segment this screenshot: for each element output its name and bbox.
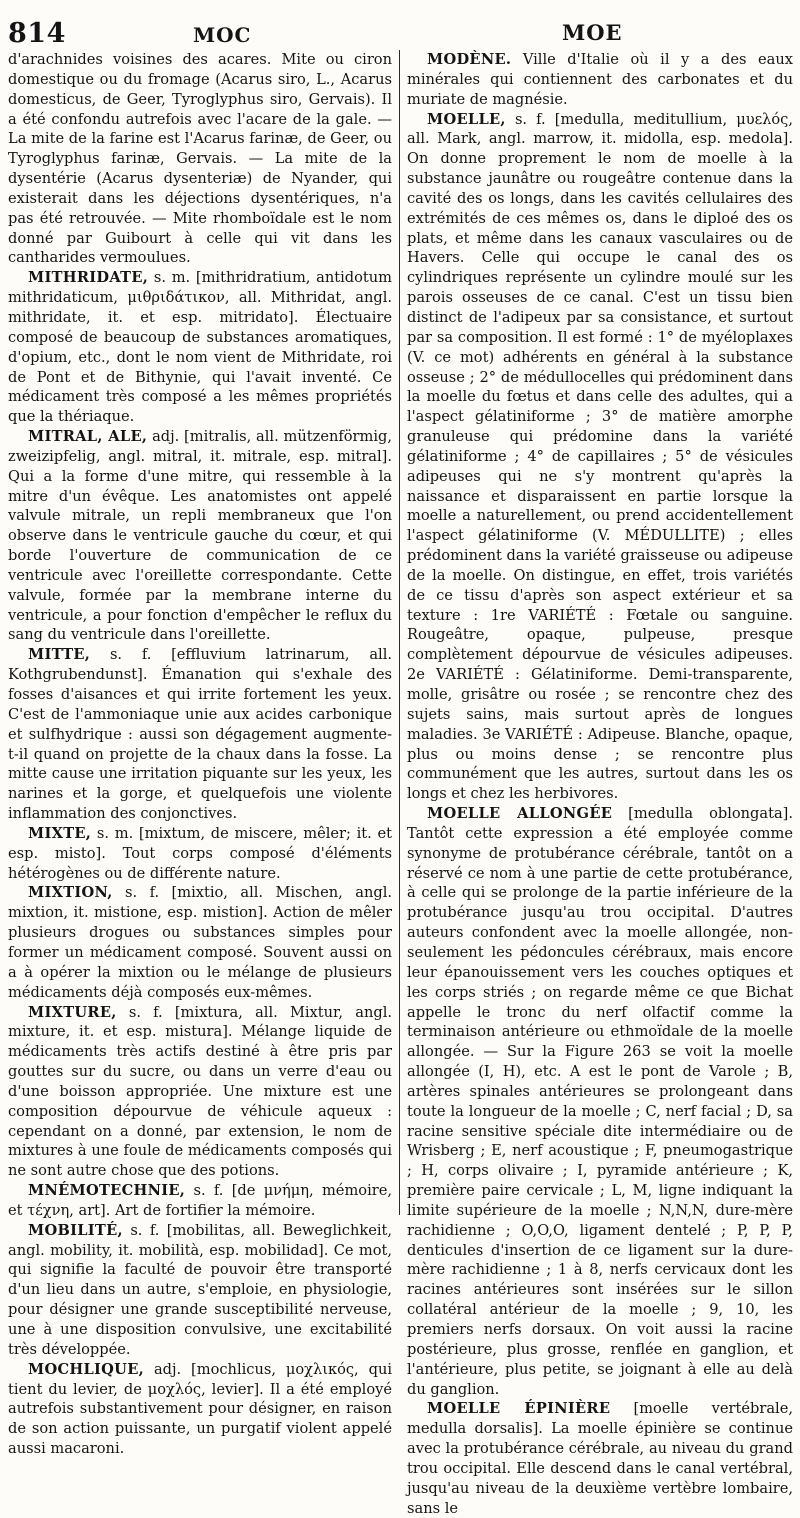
right-column: [407, 50, 793, 1517]
dictionary-entry: [8, 1003, 392, 1182]
entry-headword: MITRAL, ALE,: [28, 428, 148, 446]
entry-text: [medulla oblongata]. Tantôt cette expression a été employée comme synonyme de protubérance cérébrale, tantôt on a réservé ce nom à une partie de cette protubérance, à celle qui se prolonge de la partie inférieure de la protubérance jusqu'au trou occipital. D'autres auteurs confondent avec la moelle allongée, non-seulement les pédoncules cérébraux, mais encore leur épanouissement vers les couches optiques et les corps striés ; on regarde même ce que Bichat appelle le tronc du nerf olfactif comme la terminaison antérieure ou ethmoïdale de la moelle allongée. — Sur la Figure 263 se voit la moelle allongée (I, H), etc. A est le pont de Varole ; B, artères spinales antérieures se prolongeant dans toute la longueur de la moelle ; C, nerf facial ; D, sa racine sensitive spéciale dite intermédiaire ou de Wrisberg ; E, nerf acoustique ; F, pneumogastrique ; H, corps olivaire ; I, pyramide antérieure ; K, première paire cervicale ; L, M, ligne indiquant la limite supérieure de la moelle ; N,N,N, dure-mère rachidienne ; O,O,O, ligament dentelé ; P, P, P, denticules d'insertion de ce ligament sur la dure-mère rachidienne ; 1 à 8, nerfs cervicaux dont les racines antérieures sont insérées sur le sillon collatéral antérieur de la moelle ; 9, 10, les premiers nerfs dorsaux. On voit aussi la racine postérieure, plus grosse, renflée en ganglion, et l'antérieure, plus petite, se joignant à elle au delà du ganglion.: [407, 805, 793, 1398]
entry-text: s. f. [mixtio, all. Mischen, angl. mixtion, it. mistione, esp. mistion]. Action de mêler plusieurs drogues ou substances simples pour former un médicament composé. Souvent aussi on a à opérer la mixtion ou le mélange de plusieurs médicaments déjà composés eux-mêmes.: [8, 884, 393, 1001]
dictionary-entry: [8, 1221, 392, 1360]
entry-text: d'arachnides voisines des acares. Mite ou ciron domestique ou du fromage (Acarus siro, L., Acarus domesticus, de Geer, Tyroglyphus siro, Gervais). Il a été confondu autrefois avec l'acare de la gale. — La mite de la farine est l'Acarus farinæ, de Geer, ou Tyroglyphus farinæ, Gervais. — La mite de la dysentérie (Acarus dysenteriæ) de Nyander, qui existerait dans les déjections dysentériques, n'a pas été retrouvée. — Mite rhomboïdale est le nom donné par Guibourt à celle qui vit dans les cantharides vermoulues.: [8, 51, 392, 267]
page-header: [0, 18, 800, 50]
entry-headword: MOCHLIQUE,: [28, 1360, 145, 1378]
left-column: [8, 50, 393, 1458]
entry-text: s. f. [mobilitas, all. Beweglichkeit, angl. mobility, it. mobilità, esp. mobilidad]. Ce mot, qui signifie la faculté de pouvoir être transporté d'un lieu dans un autre, s'emploie, en physiologie, pour désigner une grande susceptibilité nerveuse, une à une disposition convulsive, une excitabilité très développée.: [8, 1221, 393, 1358]
entry-headword: MITHRIDATE,: [28, 269, 149, 287]
entry-text: s. f. [mixtura, all. Mixtur, angl. mixture, it. et esp. mistura]. Mélange liquide de médicaments très actifs destiné à être pris par gouttes sur du sucre, ou dans un verre d'eau ou d'une boisson appropriée. Une mixture est une composition dépourvue de véhicule aqueux : cependant on a donné, par extension, le nom de mixtures à une foule de médicaments composés qui ne sont autre chose que des potions.: [8, 1003, 393, 1180]
dictionary-entry: [8, 883, 392, 1002]
entry-headword: MOELLE ÉPINIÈRE: [427, 1400, 611, 1418]
entry-headword: MNÉMOTECHNIE,: [28, 1182, 186, 1200]
running-head-right: MOE: [562, 20, 623, 45]
entry-text: adj. [mochlicus, μοχλικός, qui tient du levier, de μοχλός, levier]. Il a été employé autrefois substantivement pour désigner, en raison de son action puissante, un purgatif violent appelé aussi macaroni.: [8, 1360, 393, 1458]
entry-text: Ville d'Italie où il y a des eaux minérales qui contiennent des carbonates et du muriate de magnésie.: [407, 51, 793, 108]
entry-headword: MIXTION,: [28, 884, 113, 902]
dictionary-entry: [8, 824, 392, 884]
dictionary-entry: [407, 110, 793, 805]
dictionary-entry: [407, 50, 793, 110]
entry-headword: MITTE,: [28, 646, 91, 664]
dictionary-entry: [8, 645, 392, 824]
entry-text: s. f. [de μνήμη, mémoire, et τέχνη, art]. Art de fortifier la mémoire.: [8, 1182, 392, 1219]
dictionary-entry: [8, 427, 392, 645]
entry-headword: MOBILITÉ,: [28, 1221, 123, 1239]
entry-text: s. m. [mixtum, de miscere, mêler; it. et esp. misto]. Tout corps composé d'éléments hétérogènes ou de différente nature.: [8, 824, 392, 882]
dictionary-entry: [407, 804, 793, 1399]
dictionary-entry: [8, 1360, 392, 1459]
entry-headword: MIXTE,: [28, 824, 92, 842]
dictionary-entry: [8, 268, 392, 427]
dictionary-entry: [8, 1181, 392, 1221]
entry-text: adj. [mitralis, all. mützenförmig, zweizipfelig, angl. mitral, it. mitrale, esp. mitral]. Qui a la forme d'une mitre, qui ressemble à la mitre d'un évêque. Les anatomistes ont appelé valvule mitrale, un repli membraneux que l'on observe dans le ventricule gauche du cœur, et qui borde l'ouverture de communication de ce ventricule avec l'oreillette correspondante. Cette valvule, formée par la membrane interne du ventricule, a pour fonction d'empêcher le reflux du sang du ventricule dans l'oreillette.: [8, 428, 393, 644]
entry-text: s. f. [effluvium latrinarum, all. Kothgrubendunst]. Émanation qui s'exhale des fosses d'aisances et qui irrite fortement les yeux. C'est de l'ammoniaque unie aux acides carbonique et sulfhydrique : aussi son dégagement augmente-t-il quand on projette de la chaux dans la fosse. La mitte cause une irritation piquante sur les yeux, les narines et la gorge, et quelquefois une violente inflammation des conjonctives.: [8, 646, 392, 823]
entry-headword: MODÈNE.: [427, 51, 512, 68]
page-number: 814: [8, 18, 66, 49]
entry-text: [moelle vertébrale, medulla dorsalis]. La moelle épinière se continue avec la protubérance cérébrale, au niveau du grand trou occipital. Elle descend dans le canal vertébral, jusqu'au niveau de la deuxième vertèbre lombaire, sans le: [407, 1400, 793, 1517]
column-divider: [399, 50, 400, 1215]
entry-headword: MOELLE ALLONGÉE: [427, 805, 613, 823]
dictionary-entry: [407, 1399, 793, 1518]
running-head-left: MOC: [193, 23, 252, 47]
entry-text: s. f. [medulla, meditullium, μυελός, all. Mark, angl. marrow, it. midolla, esp. medola]. On donne proprement le nom de moelle à la substance jaunâtre ou rougeâtre contenue dans la cavité des os longs, dans les cavités cellulaires des extrémités de ces mêmes os, dans le diploé des os plats, et même dans les canaux vasculaires ou de Havers. Celle qui occupe le canal des os cylindriques représente un cylindre moulé sur les parois osseuses de ce canal. C'est un tissu bien distinct de l'adipeux par sa consistance, et surtout par sa composition. Il est formé : 1° de myéloplaxes (V. ce mot) adhérents en général à la substance osseuse ; 2° de médullocelles qui prédominent dans la moelle du fœtus et dans celle des adultes, qui a l'aspect gélatiniforme ; 3° de matière amorphe granuleuse qui prédomine dans la variété gélatiniforme ; 4° de capillaires ; 5° de vésicules adipeuses qui ne s'y montrent qu'après la naissance et disparaissent en partie lorsque la moelle a naturellement, ou prend accidentellement l'aspect gélatiniforme (V. MÉDULLITE) ; elles prédominent dans la variété graisseuse ou adipeuse de la moelle. On distingue, en effet, trois variétés de ce tissu d'après son aspect extérieur et sa texture : 1re VARIÉTÉ : Fœtale ou sanguine. Rougeâtre, opaque, pulpeuse, presque complètement dépourvue de vésicules adipeuses. 2e VARIÉTÉ : Gélatiniforme. Demi-transparente, molle, grisâtre ou rosée ; se rencontre chez des sujets sains, mais surtout après de longues maladies. 3e VARIÉTÉ : Adipeuse. Blanche, opaque, plus ou moins dense ; se rencontre plus communément que les autres, surtout dans les os longs et chez les herbivores.: [407, 110, 793, 803]
dictionary-entry: [8, 50, 392, 268]
entry-headword: MIXTURE,: [28, 1003, 117, 1021]
entry-text: s. m. [mithridratium, antidotum mithridaticum, μιθριδάτικον, all. Mithridat, angl. mithridate, it. et esp. mitridato]. Électuaire composé de beaucoup de substances aromatiques, d'opium, etc., dont le nom vient de Mithridate, roi de Pont et de Bithynie, qui l'avait inventé. Ce médicament très composé a les mêmes propriétés que la thériaque.: [8, 269, 393, 426]
entry-headword: MOELLE,: [427, 110, 506, 128]
